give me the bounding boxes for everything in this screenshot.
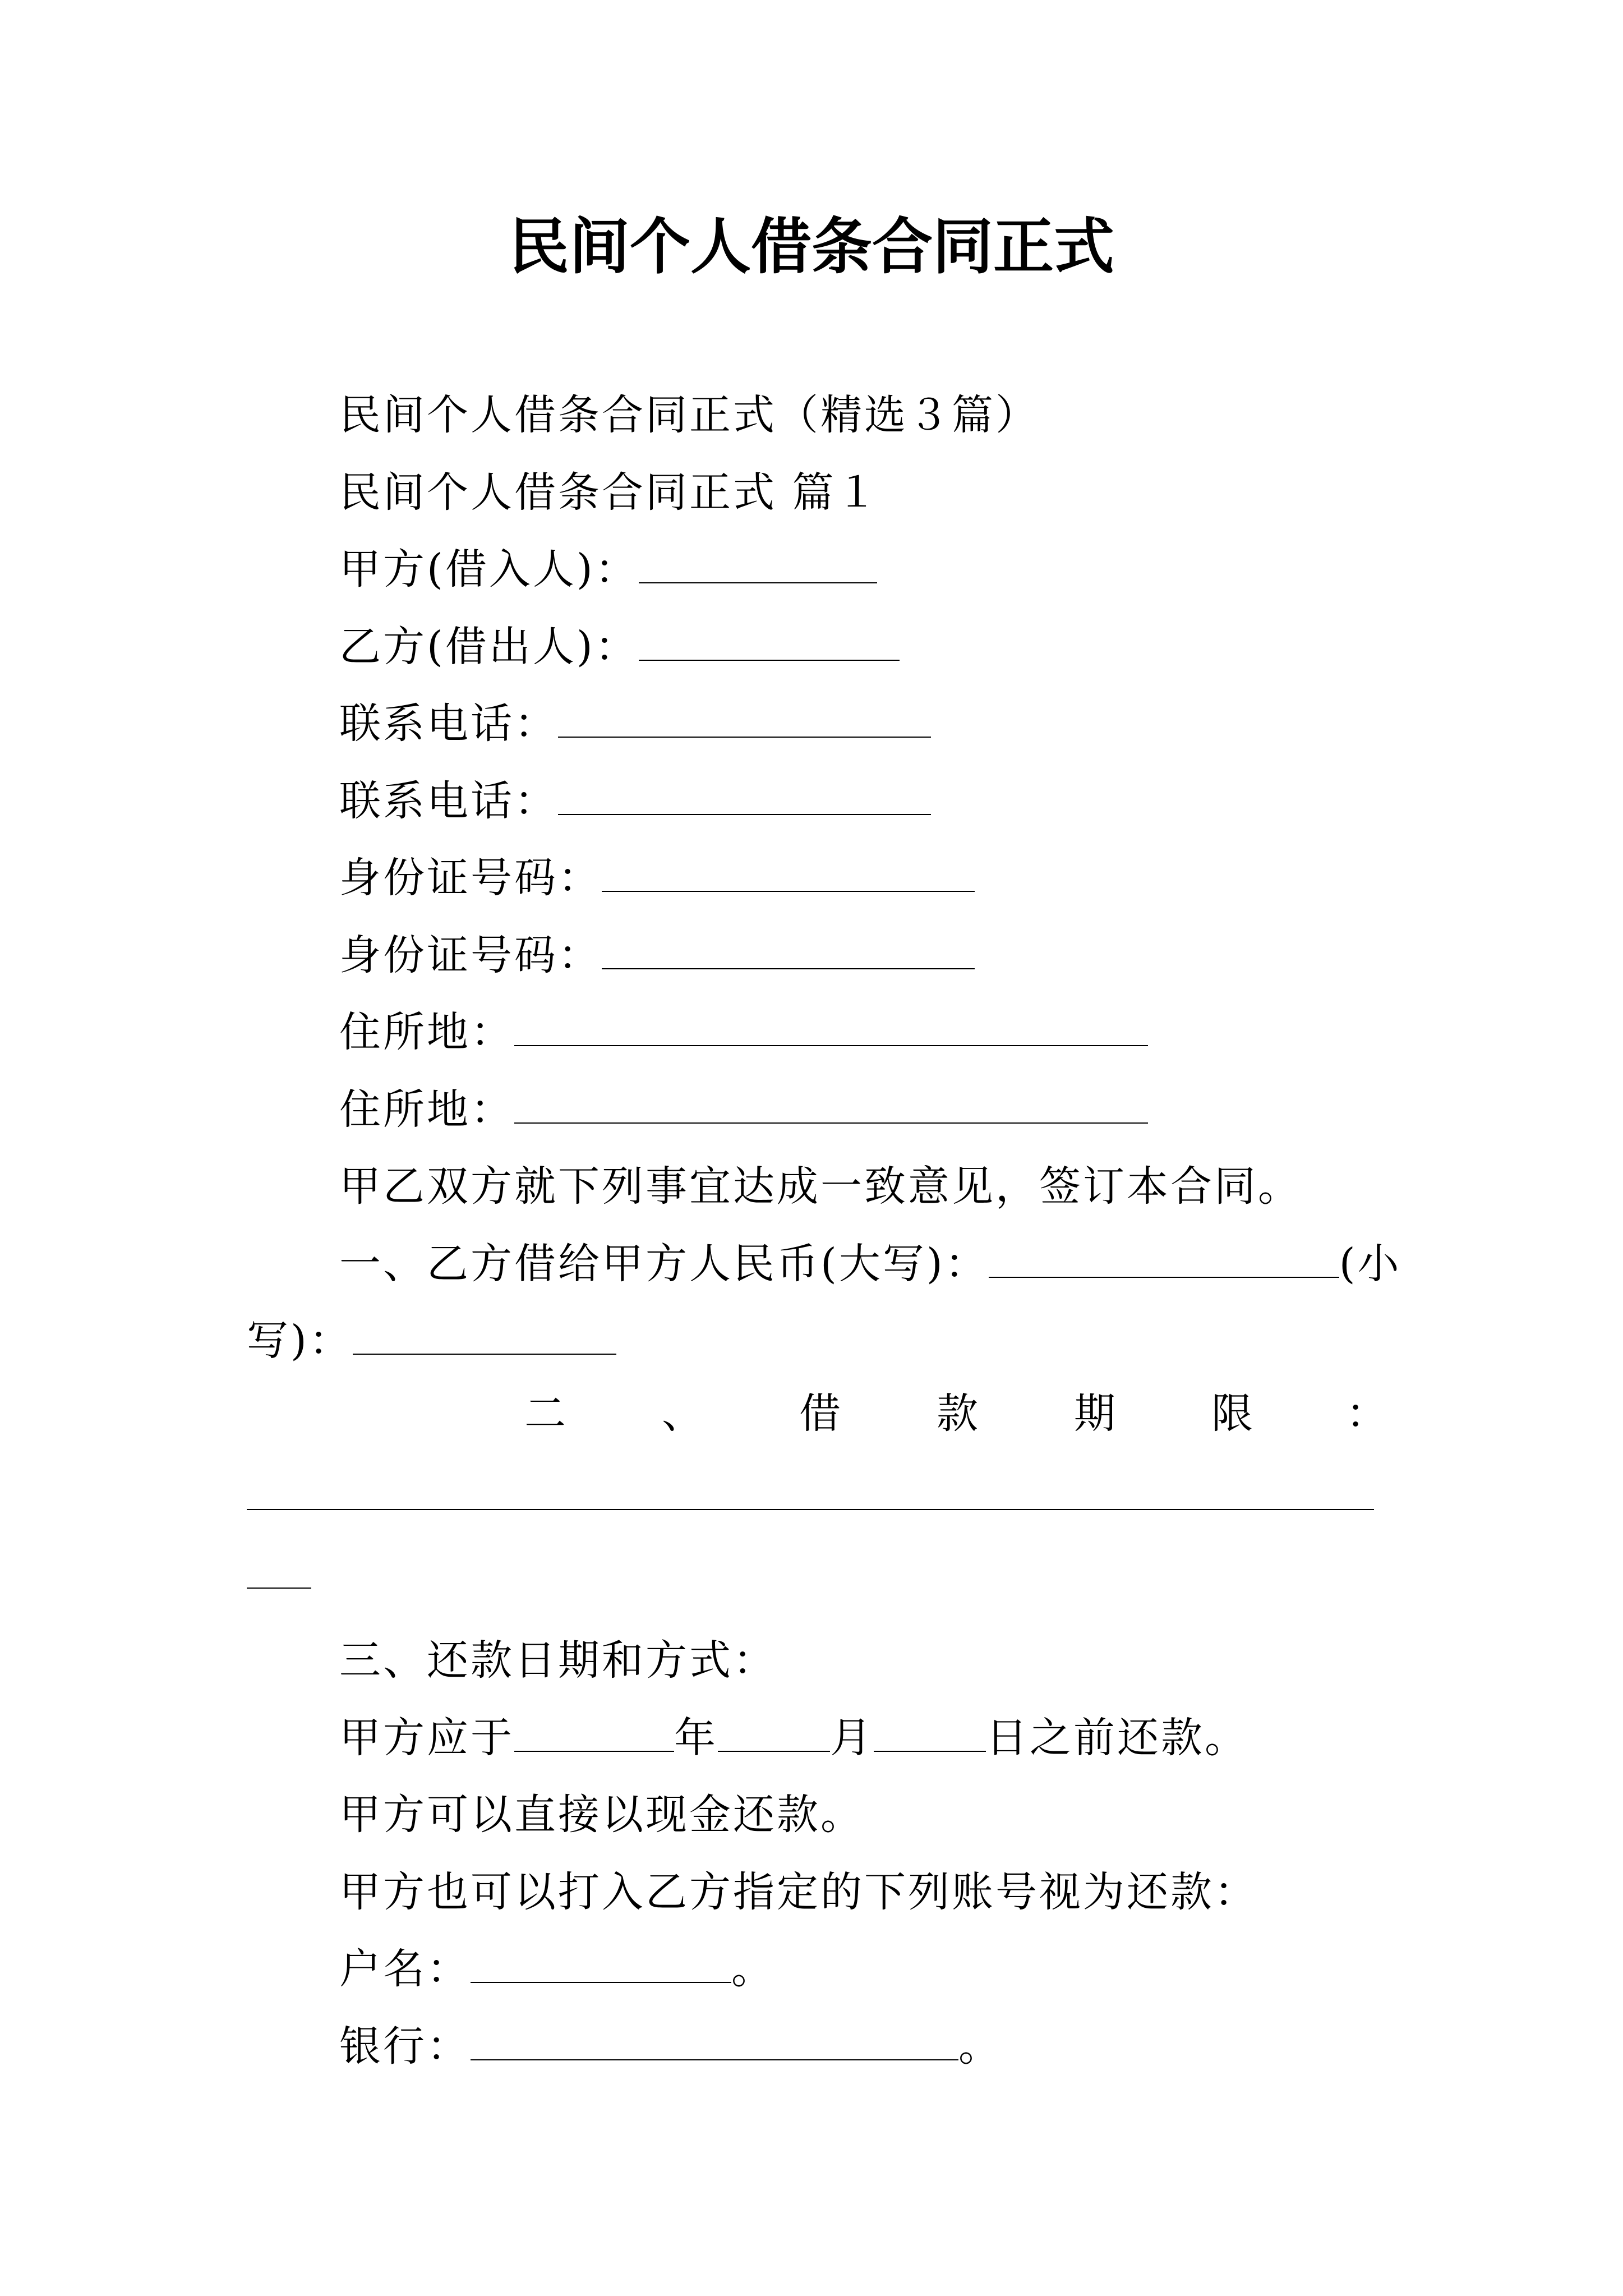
clause-2-char: 期 — [1074, 1389, 1115, 1438]
repay-date-prefix: 甲方应于 — [339, 1714, 514, 1762]
address-label-1: 住所地： — [339, 1008, 514, 1056]
address-row-2 — [339, 1082, 1148, 1138]
month-blank — [718, 1711, 830, 1752]
phone-label-1: 联系电话： — [339, 700, 558, 748]
party-a-label: 甲方(借入人)： — [339, 545, 639, 593]
month-label: 月 — [830, 1714, 874, 1762]
clause-2-char: ： — [1346, 1389, 1387, 1438]
clause-1-small-blank — [353, 1314, 616, 1355]
address-label-2: 住所地： — [339, 1085, 514, 1134]
day-suffix: 日之前还款。 — [986, 1714, 1248, 1762]
party-a-row — [339, 541, 877, 597]
party-b-blank — [639, 620, 900, 661]
section-heading: 民间个人借条合同正式 篇１ — [339, 468, 880, 517]
phone-row-1 — [339, 696, 931, 752]
party-b-label: 乙方(借出人)： — [339, 623, 639, 671]
day-blank — [874, 1711, 986, 1752]
account-name-label: 户名： — [339, 1945, 471, 1993]
phone-blank-1 — [558, 697, 931, 738]
clause-1-row — [339, 1236, 1401, 1292]
phone-blank-2 — [558, 775, 931, 815]
address-blank-1 — [514, 1006, 1148, 1046]
clause-1-cont-row — [247, 1313, 616, 1369]
clause-1-small-cont: 写)： — [247, 1317, 353, 1365]
id-blank-1 — [602, 852, 975, 892]
clause-2-char: 款 — [937, 1389, 978, 1438]
bank-row — [339, 2018, 1002, 2074]
bank-label: 银行： — [339, 2022, 471, 2070]
repayment-date-row — [339, 1710, 1248, 1766]
address-blank-2 — [514, 1083, 1148, 1124]
id-label-1: 身份证号码： — [339, 854, 602, 902]
address-row-1 — [339, 1004, 1148, 1060]
year-blank — [514, 1711, 674, 1752]
bank-end: 。 — [958, 2022, 1002, 2070]
account-name-blank — [471, 1943, 731, 1983]
phone-row-2 — [339, 773, 931, 829]
id-row-1 — [339, 850, 975, 906]
bank-blank — [471, 2020, 958, 2060]
clause-2-char: 、 — [662, 1389, 703, 1438]
party-a-blank — [639, 543, 877, 583]
id-row-2 — [339, 927, 975, 983]
clause-2-heading — [0, 1386, 1623, 1442]
clause-1-small-open: (小 — [1339, 1240, 1401, 1288]
account-name-row — [339, 1941, 775, 1997]
account-name-end: 。 — [731, 1945, 775, 1993]
cash-repayment-text: 甲方可以直接以现金还款。 — [339, 1791, 864, 1839]
id-blank-2 — [602, 929, 975, 969]
subtitle: 民间个人借条合同正式（精选３篇） — [339, 391, 1039, 439]
document-title: 民间个人借条合同正式 — [508, 211, 1114, 282]
clause-2-blank-line-cont — [247, 1588, 311, 1589]
account-repayment-text: 甲方也可以打入乙方指定的下列账号视为还款： — [339, 1868, 1258, 1916]
clause-2-blank-line — [247, 1509, 1374, 1510]
clause-2-char: 限 — [1211, 1389, 1253, 1438]
clause-1-text: 一、乙方借给甲方人民币(大写)： — [339, 1240, 989, 1288]
clause-3-heading: 三、还款日期和方式： — [339, 1636, 777, 1685]
agreement-text: 甲乙双方就下列事宜达成一致意见，签订本合同。 — [339, 1162, 1302, 1211]
party-b-row — [339, 619, 900, 675]
phone-label-2: 联系电话： — [339, 777, 558, 825]
clause-2-char: 二 — [524, 1389, 566, 1438]
clause-2-char: 借 — [799, 1389, 841, 1438]
clause-1-amount-blank — [989, 1237, 1339, 1278]
id-label-2: 身份证号码： — [339, 931, 602, 979]
year-label: 年 — [674, 1714, 718, 1762]
